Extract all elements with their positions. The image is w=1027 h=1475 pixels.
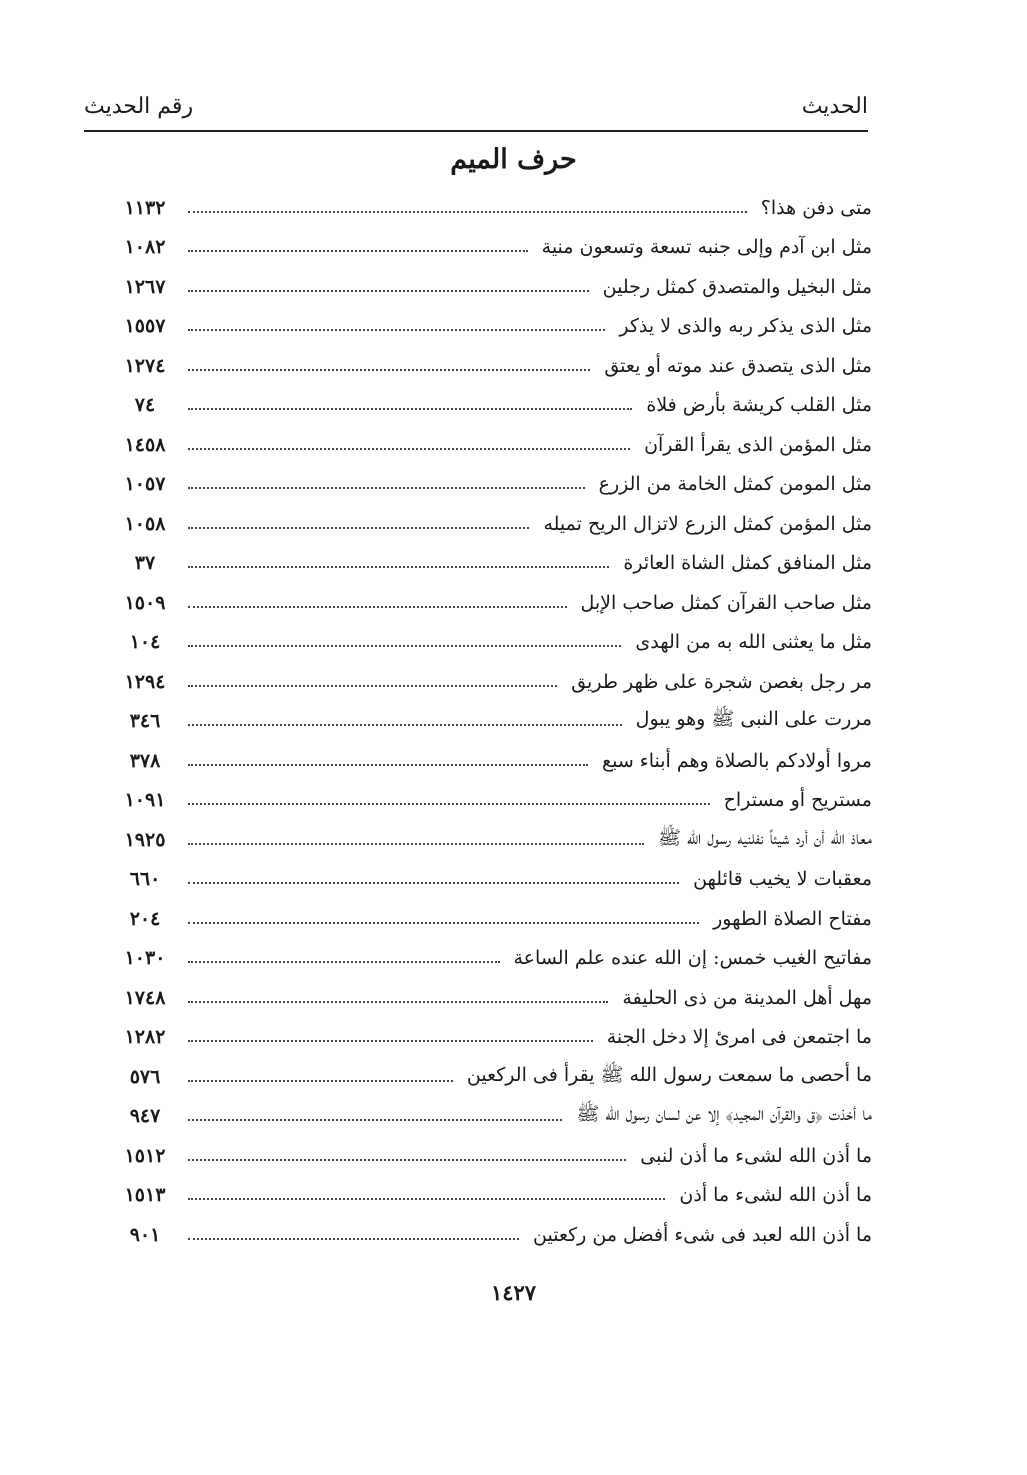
- section-title: حرف الميم: [450, 144, 577, 175]
- entry-number: ٥٧٦: [129, 1065, 161, 1088]
- dot-leader: [188, 724, 622, 726]
- entry-number: ١٩٢٥: [124, 828, 166, 851]
- dot-leader: [188, 408, 632, 410]
- entry-number: ٦٦٠: [129, 868, 161, 891]
- entry-text: ما أخذت ﴿ق والقرآن المجيد﴾ إلا عن لسان رسول الله ﷺ: [576, 1103, 872, 1126]
- dot-leader: [188, 961, 500, 963]
- dot-leader: [188, 369, 590, 371]
- index-entry: [110, 1057, 872, 1097]
- index-entry: [110, 662, 872, 702]
- entry-number: ١٤٥٨: [124, 433, 166, 456]
- entry-text: مفتاح الصلاة الطهور: [713, 907, 872, 930]
- entry-text: مر رجل بغصن شجرة على ظهر طريق: [571, 670, 872, 693]
- dot-leader: [188, 448, 630, 450]
- dot-leader: [188, 329, 605, 331]
- entry-text: مثل البخيل والمتصدق كمثل رجلين: [602, 275, 872, 298]
- entry-number: ١٢٦٧: [124, 275, 166, 298]
- entry-number: ١٠٥٨: [124, 512, 166, 535]
- entry-text: مثل المؤمن الذى يقرأ القرآن: [644, 433, 872, 456]
- entry-text: مثل القلب كريشة بأرض فلاة: [646, 394, 872, 417]
- entry-text: مفاتيح الغيب خمس: إن الله عنده علم الساعة: [513, 947, 872, 970]
- index-entry: [110, 307, 872, 347]
- dot-leader: [188, 764, 588, 766]
- entry-number: ١١٣٢: [124, 196, 166, 219]
- dot-leader: [188, 1238, 519, 1240]
- index-entry: [110, 741, 872, 781]
- dot-leader: [188, 211, 747, 213]
- index-entry: [110, 1097, 872, 1137]
- dot-leader: [188, 1198, 665, 1200]
- index-entry: [110, 899, 872, 939]
- entry-text: مثل المنافق كمثل الشاة العائرة: [623, 552, 872, 575]
- entry-number: ٩٠١: [129, 1223, 161, 1246]
- index-entry: [110, 267, 872, 307]
- entry-number: ٢٠٤: [129, 907, 161, 930]
- dot-leader: [188, 645, 621, 647]
- entry-text: مثل الذى يتصدق عند موته أو يعتق: [604, 354, 872, 377]
- index-entry: [110, 346, 872, 386]
- dot-leader: [188, 1001, 608, 1003]
- index-entry: [110, 860, 872, 900]
- dot-leader: [188, 250, 528, 252]
- index-entry: [110, 978, 872, 1018]
- dot-leader: [188, 685, 557, 687]
- dot-leader: [188, 882, 679, 884]
- entry-text: مثل ما يعثنى الله به من الهدى: [635, 631, 872, 654]
- dot-leader: [188, 1040, 593, 1042]
- entry-number: ١٠٨٢: [124, 236, 166, 259]
- entry-text: مهل أهل المدينة من ذى الحليفة: [622, 986, 872, 1009]
- index-entry: [110, 623, 872, 663]
- index-entry: [110, 702, 872, 742]
- dot-leader: [188, 1159, 626, 1161]
- index-entry: [110, 820, 872, 860]
- entry-text: مثل المومن كمثل الخامة من الزرع: [598, 473, 872, 496]
- entry-number: ٧٤: [134, 394, 156, 417]
- dot-leader: [188, 290, 589, 292]
- entry-number: ١٠٣٠: [124, 947, 166, 970]
- index-entry: [110, 939, 872, 979]
- entry-number: ٣٧٨: [129, 749, 161, 772]
- dot-leader: [188, 1080, 453, 1082]
- index-entry: [110, 1136, 872, 1176]
- entry-number: ١٧٤٨: [124, 986, 166, 1009]
- entry-number: ١٠٥٧: [124, 473, 166, 496]
- entry-text: مثل الذى يذكر ربه والذى لا يذكر: [619, 315, 872, 338]
- entry-number: ١٥١٢: [124, 1144, 166, 1167]
- entry-text: معاذ الله أن أرد شيئاً نفلنيه رسول الله ﷺ: [658, 826, 872, 849]
- entry-text: مروا أولادكم بالصلاة وهم أبناء سبع: [601, 749, 872, 772]
- entry-text: متى دفن هذا؟: [760, 196, 872, 219]
- entry-number: ١٥٠٩: [124, 591, 166, 614]
- index-entry: [110, 228, 872, 268]
- index-list: [110, 188, 872, 1255]
- entry-number: ١٢٩٤: [124, 670, 166, 693]
- index-entry: [110, 465, 872, 505]
- index-entry: [110, 1018, 872, 1058]
- dot-leader: [188, 843, 644, 845]
- entry-text: مررت على النبى ﷺ وهو يبول: [635, 708, 872, 731]
- entry-number: ١٥١٣: [124, 1184, 166, 1207]
- dot-leader: [188, 527, 529, 529]
- entry-number: ١٥٥٧: [124, 315, 166, 338]
- entry-text: ما أذن الله لشىء ما أذن لنبى: [640, 1144, 872, 1167]
- entry-number: ٣٤٦: [129, 710, 161, 733]
- index-entry: [110, 1176, 872, 1216]
- entry-number: ١٢٨٢: [124, 1026, 166, 1049]
- dot-leader: [188, 803, 710, 805]
- dot-leader: [188, 487, 585, 489]
- dot-leader: [188, 922, 699, 924]
- dot-leader: [188, 566, 609, 568]
- index-entry: [110, 425, 872, 465]
- entry-number: ٣٧: [134, 552, 156, 575]
- dot-leader: [188, 606, 567, 608]
- entry-text: ما اجتمعن فى امرئ إلا دخل الجنة: [606, 1026, 872, 1049]
- entry-text: مثل ابن آدم وإلى جنبه تسعة وتسعون منية: [541, 236, 872, 259]
- index-entry: [110, 188, 872, 228]
- hadith-column-label: الحديث: [801, 94, 868, 119]
- dot-leader: [188, 1119, 562, 1121]
- entry-number: ١٠٩١: [124, 789, 166, 812]
- index-entry: [110, 781, 872, 821]
- entry-text: ما أذن الله لشىء ما أذن: [679, 1184, 872, 1207]
- entry-text: مثل المؤمن كمثل الزرع لاتزال الريح تميله: [543, 512, 872, 535]
- index-entry: [110, 1215, 872, 1255]
- index-entry: [110, 583, 872, 623]
- entry-number: ١٢٧٤: [124, 354, 166, 377]
- entry-text: مثل صاحب القرآن كمثل صاحب الإبل: [580, 591, 872, 614]
- page-header: [84, 94, 868, 132]
- entry-number: ١٠٤: [129, 631, 161, 654]
- entry-text: معقبات لا يخيب قائلهن: [693, 868, 872, 891]
- hadith-number-column-label: رقم الحديث: [84, 94, 194, 119]
- index-entry: [110, 386, 872, 426]
- page-number: ١٤٢٧: [490, 1280, 537, 1305]
- entry-number: ٩٤٧: [129, 1105, 161, 1128]
- index-entry: [110, 544, 872, 584]
- entry-text: ما أذن الله لعبد فى شىء أفضل من ركعتين: [533, 1223, 872, 1246]
- entry-text: ما أحصى ما سمعت رسول الله ﷺ يقرأ فى الركعين: [466, 1063, 872, 1086]
- entry-text: مستريح أو مستراح: [723, 789, 872, 812]
- index-entry: [110, 504, 872, 544]
